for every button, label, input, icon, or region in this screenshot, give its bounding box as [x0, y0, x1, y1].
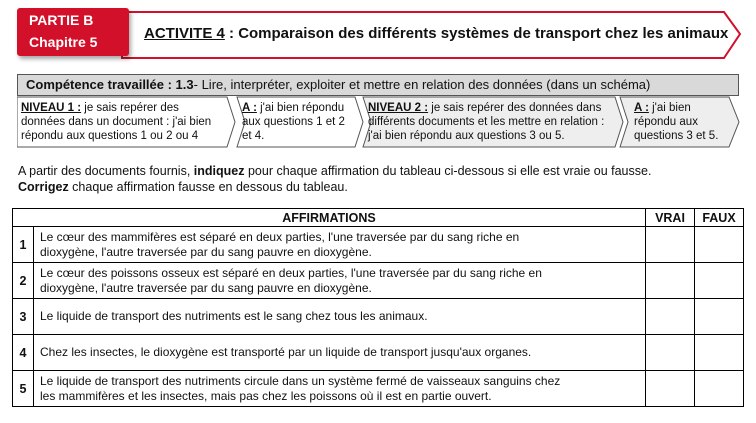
- partie-label: PARTIE B: [29, 12, 94, 28]
- competence-label: Compétence travaillée : 1.3: [26, 77, 194, 92]
- table-row: [13, 263, 744, 299]
- level-1-a-title: A :: [242, 102, 257, 114]
- affirmation-line: dioxygène, l'autre traversée par du sang pauvre en dioxygène.: [40, 280, 372, 295]
- row-number: 5: [13, 371, 34, 407]
- affirmation-line: Le liquide de transport des nutriments circule dans un système fermé de vaisseaux sanguins chez: [40, 373, 561, 388]
- affirmation-text: [34, 371, 646, 407]
- instructions: [18, 163, 738, 195]
- level-1: [21, 101, 221, 143]
- level-2-line3: j'ai bien répondu aux questions 3 ou 5.: [368, 130, 565, 142]
- affirmation-line: Chez les insectes, le dioxygène est transporté par un liquide de transport jusqu'aux organes.: [40, 345, 532, 359]
- level-1-line3: répondu aux questions 1 ou 2 ou 4: [21, 130, 199, 142]
- header-affirmations: AFFIRMATIONS: [13, 209, 646, 227]
- instr-2a: Corrigez: [18, 180, 69, 194]
- row-number: 4: [13, 335, 34, 371]
- table-row: [13, 227, 744, 263]
- header-vrai: VRAI: [646, 209, 695, 227]
- vrai-cell[interactable]: [646, 263, 695, 299]
- affirmation-line: Le cœur des mammifères est séparé en deux parties, l'une traversée par du sang riche en: [40, 229, 520, 244]
- level-1-line1: je sais repérer des: [81, 102, 179, 114]
- header-faux: FAUX: [695, 209, 744, 227]
- activity-number: ACTIVITE 4: [144, 25, 225, 42]
- level-2-a-line3: questions 3 et 5.: [634, 130, 719, 142]
- instr-1c: pour chaque affirmation du tableau ci-dessous si elle est vraie ou fausse.: [244, 164, 652, 178]
- table-row: [13, 335, 744, 371]
- instr-1b: indiquez: [193, 164, 245, 178]
- affirmation-text: [34, 263, 646, 299]
- affirmation-text: [34, 299, 646, 335]
- level-1-line2: données dans un document : j'ai bien: [21, 116, 212, 128]
- affirmation-line: Le cœur des poissons osseux est séparé en deux parties, l'une traversée par du sang riche en: [40, 265, 542, 280]
- instr-2b: chaque affirmation fausse en dessous du tableau.: [68, 180, 348, 194]
- table-row: [13, 299, 744, 335]
- faux-cell[interactable]: [695, 299, 744, 335]
- vrai-cell[interactable]: [646, 227, 695, 263]
- level-2-a-line1: j'ai bien: [648, 102, 691, 114]
- vrai-cell[interactable]: [646, 299, 695, 335]
- faux-cell[interactable]: [695, 371, 744, 407]
- row-number: 1: [13, 227, 34, 263]
- level-1-a: [242, 101, 352, 143]
- level-2-title: NIVEAU 2 :: [368, 102, 429, 114]
- level-1-a-line2: aux questions 1 et 2: [242, 116, 345, 128]
- instr-1a: A partir des documents fournis,: [18, 164, 194, 178]
- level-2-a-title: A :: [634, 102, 649, 114]
- level-1-title: NIVEAU 1 :: [21, 102, 82, 114]
- affirmations-table: [12, 208, 744, 407]
- competence-bar: [17, 74, 739, 96]
- level-2: [368, 101, 608, 143]
- vrai-cell[interactable]: [646, 335, 695, 371]
- vrai-cell[interactable]: [646, 371, 695, 407]
- row-number: 2: [13, 263, 34, 299]
- level-1-a-line3: et 4.: [242, 130, 265, 142]
- level-2-line2: différents documents et les mettre en relation :: [368, 116, 605, 128]
- row-number: 3: [13, 299, 34, 335]
- affirmation-line: dioxygène, l'autre traversée par du sang pauvre en dioxygène.: [40, 244, 372, 259]
- chapter-tag: [17, 8, 129, 56]
- faux-cell[interactable]: [695, 263, 744, 299]
- faux-cell[interactable]: [695, 227, 744, 263]
- table-row: [13, 371, 744, 407]
- chapitre-label: Chapitre 5: [29, 34, 98, 50]
- affirmation-text: [34, 335, 646, 371]
- table-header-row: [13, 209, 744, 227]
- level-2-a: [634, 101, 734, 143]
- affirmation-line: Le liquide de transport des nutriments est le sang chez tous les animaux.: [40, 309, 428, 323]
- affirmation-text: [34, 227, 646, 263]
- level-2-line1: je sais repérer des données dans: [428, 102, 602, 114]
- level-2-a-line2: répondu aux: [634, 116, 698, 128]
- activity-title: [144, 25, 728, 42]
- level-1-a-line1: j'ai bien répondu: [256, 102, 345, 114]
- competence-text: - Lire, interpréter, exploiter et mettre en relation des données (dans un schéma): [193, 77, 651, 92]
- faux-cell[interactable]: [695, 335, 744, 371]
- affirmation-line: les mammifères et les insectes, mais pas chez les poissons où il est en partie ouvert.: [40, 388, 492, 403]
- activity-subject: : Comparaison des différents systèmes de transport chez les animaux: [224, 25, 729, 42]
